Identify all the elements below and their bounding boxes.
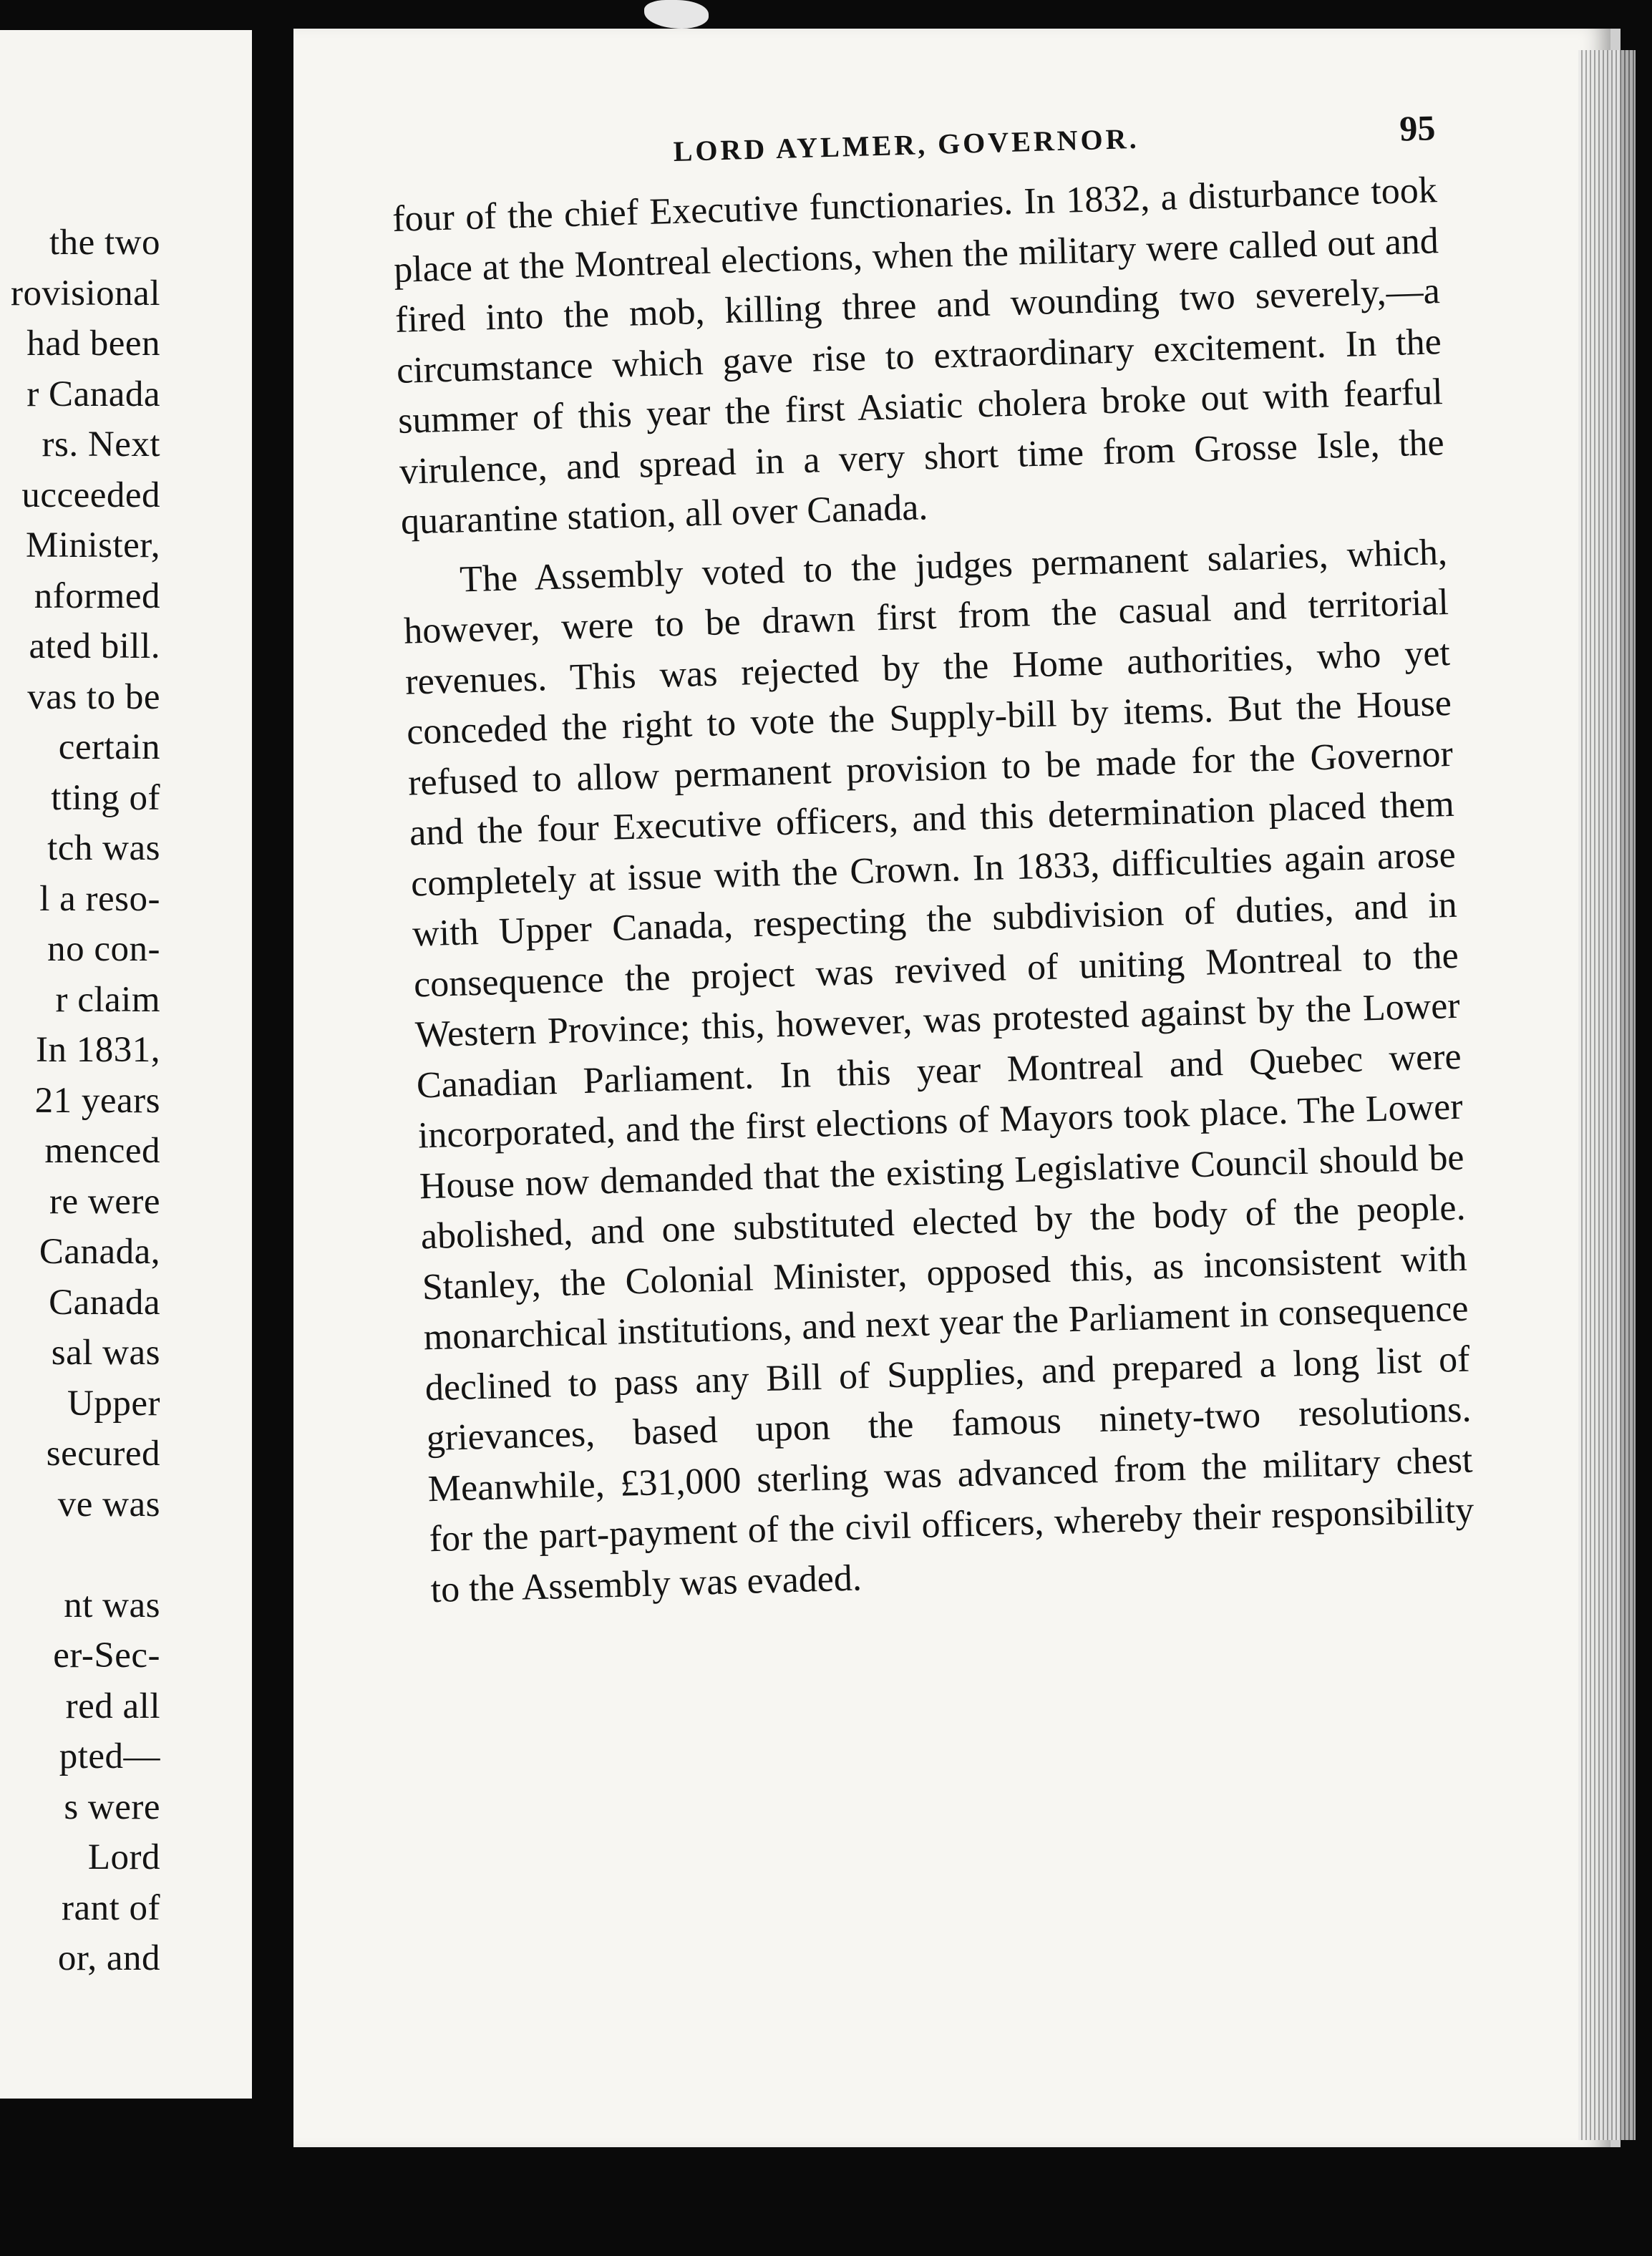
running-title: LORD AYLMER, GOVERNOR. bbox=[673, 122, 1140, 167]
page-edges bbox=[1578, 50, 1636, 2140]
paragraph-1: four of the chief Executive functionaries. In 1832, a disturbance took place at the Montreal elections, when the military were called out and fired into the mob, killing three and wounding two severely,—a circumstance which gave rise to extraordinary excitement. In the summer of this year the first Asiatic cholera broke out with fearful virulence, and spread in a very short time from Grosse Isle, the quarantine station, all over Canada. bbox=[392, 170, 1445, 543]
paragraph-2: The Assembly voted to the judges permanent salaries, which, however, were to be drawn first from the casual and territorial revenues. This was rejected by the Home authorities, who yet conceded the right to vote the Supply-bill by items. But the House refused to allow permanent provision to be made for the Governor and the four Executive officers, and this determination placed them completely at issue with the Crown. In 1833, difficulties again arose with Upper Canada, respecting the subdivision of duties, and in consequence the project was revived of uniting Montreal to the Western Province; this, however, was protested against by the Lower Canadian Parliament. In this year Montreal and Quebec were incorporated, and the first elections of Mayors took place. The Lower House now demanded that the existing Legislative Council should be abolished, and one substituted elected by the body of the people. Stanley, the Colonial Minister, opposed this, as inconsistent with monarchical institutions, and next year the Parliament in consequence declined to pass any Bill of Supplies, and prepared a long list of grievances, based upon the famous ninety-two resolutions. Meanwhile, £31,000 sterling was advanced from the military chest for the part-payment of the civil officers, whereby their responsibility to the Assembly was evaded. bbox=[403, 531, 1474, 1610]
book-gutter bbox=[252, 14, 293, 2111]
left-page bbox=[0, 30, 255, 2099]
running-head bbox=[390, 107, 1436, 178]
page-number: 95 bbox=[1399, 107, 1437, 149]
left-page-text: the two rovisional had been r Canada rs. Next ucceeded Minister, nformed ated bill. vas to be certain tting of tch was l a reso- no con- r claim In 1831, 21 years menced re were Canada, Canada sal was Upper secured ve was nt was er-Sec- red all pted— s were Lord rant of or, and bbox=[11, 223, 160, 1978]
right-page bbox=[293, 29, 1621, 2147]
paper-speck bbox=[644, 0, 709, 29]
page-content bbox=[390, 107, 1476, 1615]
